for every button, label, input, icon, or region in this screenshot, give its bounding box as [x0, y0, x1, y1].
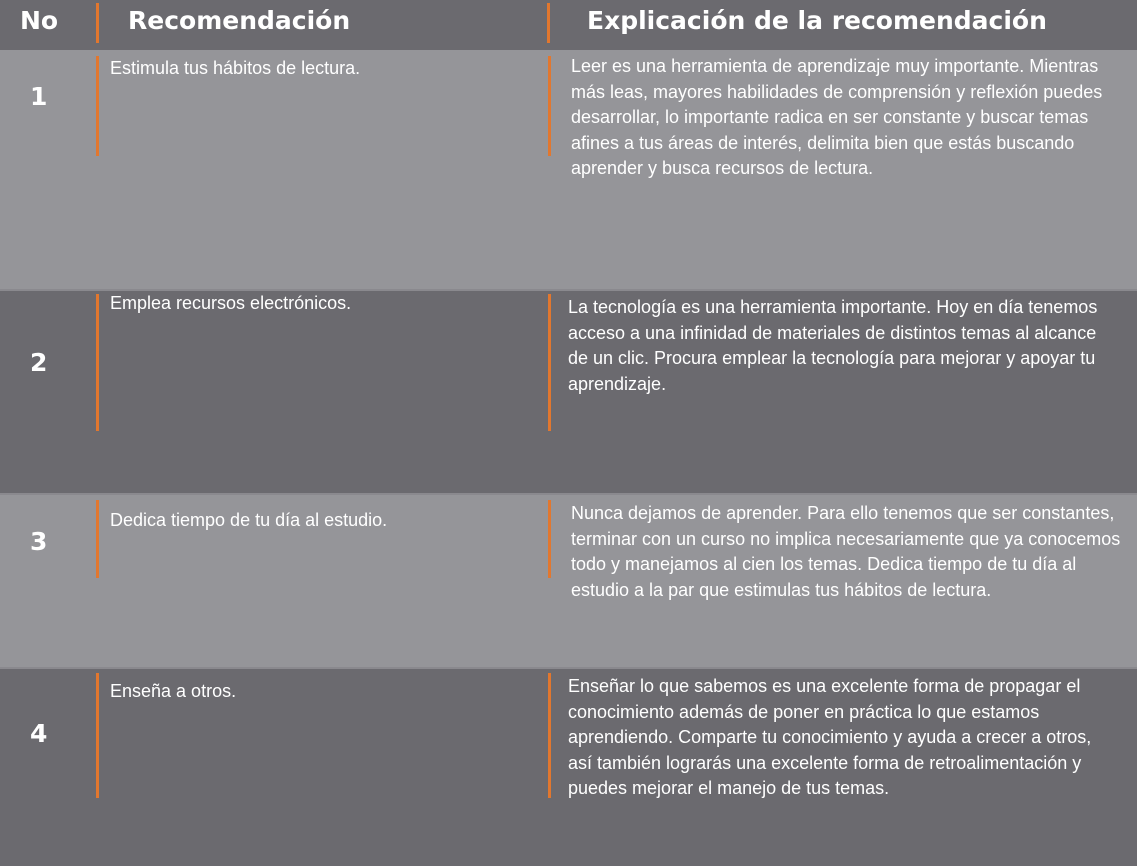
explanation-text: La tecnología es una herramienta importante. Hoy en día tenemos acceso a una infinidad de materiales de distintos temas al alcance de un clic. Procura emplear la tecnología para mejorar y apoyar tu aprendizaje.	[568, 297, 1098, 394]
column-divider	[548, 673, 551, 798]
row-separator	[0, 289, 1137, 291]
recommendation-text: Enseña a otros.	[110, 681, 237, 701]
table-header	[0, 0, 1137, 50]
explanation-text: Nunca dejamos de aprender. Para ello tenemos que ser constantes, terminar con un curso no implica necesariamente que ya conocemos todo y manejamos al cien los temas. Dedica tiempo de tu día al estudio a la par que estimulas tus hábitos de lectura.	[571, 503, 1121, 600]
column-divider	[96, 673, 99, 798]
recommendation-text: Emplea recursos electrónicos.	[110, 293, 352, 313]
header-divider	[547, 3, 550, 43]
recommendation-text: Dedica tiempo de tu día al estudio.	[110, 510, 388, 530]
table-row	[0, 668, 1137, 866]
row-number: 2	[30, 348, 48, 377]
header-recommendation: Recomendación	[128, 6, 351, 35]
column-divider	[96, 294, 99, 431]
table-row	[0, 494, 1137, 668]
row-number: 1	[30, 82, 48, 111]
header-explanation: Explicación de la recomendación	[587, 6, 1047, 35]
table-row	[0, 50, 1137, 290]
row-separator	[0, 493, 1137, 495]
explanation-text: Enseñar lo que sabemos es una excelente forma de propagar el conocimiento además de poner en práctica lo que estamos aprendiendo. Comparte tu conocimiento y ayuda a crecer a otros, así también lograrás una excelente forma de retroalimentación y puedes mejorar el manejo de tus temas.	[568, 676, 1092, 798]
column-divider	[96, 56, 99, 156]
header-divider	[96, 3, 99, 43]
column-divider	[548, 500, 551, 578]
row-number: 4	[30, 719, 48, 748]
column-divider	[548, 56, 551, 156]
column-divider	[96, 500, 99, 578]
column-divider	[548, 294, 551, 431]
header-no: No	[20, 6, 59, 35]
explanation-text: Leer es una herramienta de aprendizaje muy importante. Mientras más leas, mayores habilidades de comprensión y reflexión puedes desarrollar, lo importante radica en ser constante y buscar temas afines a tus áreas de interés, delimita bien que estás buscando aprender y busca recursos de lectura.	[571, 56, 1103, 178]
recommendation-text: Estimula tus hábitos de lectura.	[110, 58, 361, 78]
row-separator	[0, 667, 1137, 669]
table-row	[0, 290, 1137, 494]
row-number: 3	[30, 527, 48, 556]
